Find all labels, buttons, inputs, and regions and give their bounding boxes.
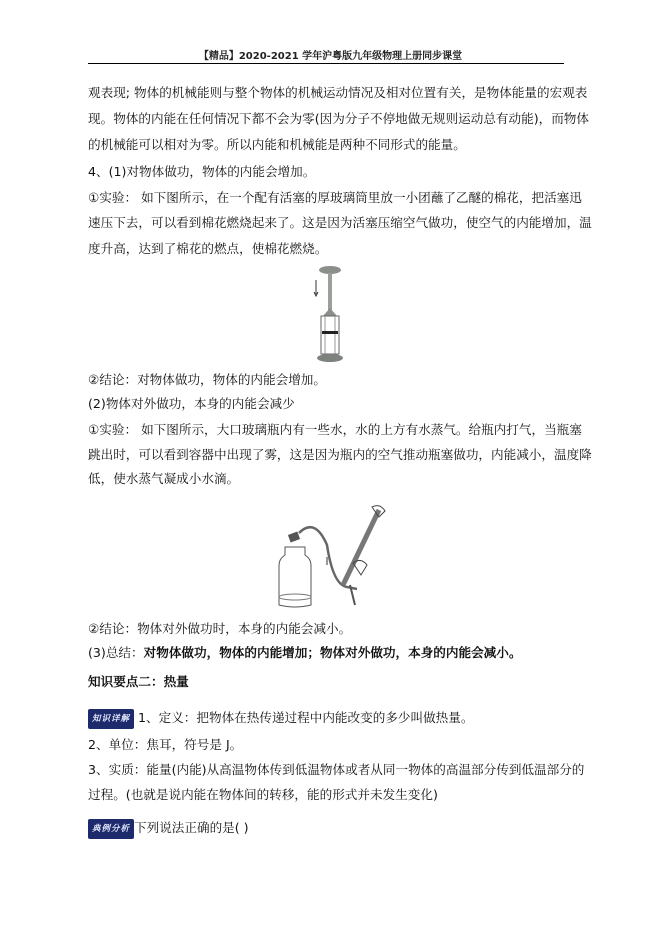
heat-essence-cont: 过程。(也就是说内能在物体间的转移，能的形式并未发生变化)	[88, 787, 438, 802]
heat-definition-line	[88, 709, 473, 729]
heat-essence: 3、实质：能量(内能)从高温物体传到低温物体或者从同一物体的高温部分传到低温部分的	[88, 762, 585, 777]
example-analysis-badge: 典例分析	[88, 819, 134, 839]
paragraph-line: ②结论：物体对外做功时，本身的内能会减小。	[88, 621, 352, 636]
heat-unit: 2、单位：焦耳，符号是 J。	[88, 737, 243, 752]
paragraph-line: 现。物体的内能在任何情况下都不会为零(因为分子不停地做无规则运动总有动能)，而物体	[88, 111, 589, 126]
summary-text: 对物体做功，物体的内能增加；物体对外做功，本身的内能会减小。	[143, 645, 522, 660]
heat-definition: 1、定义：把物体在热传递过程中内能改变的多少叫做热量。	[138, 710, 474, 725]
summary-line	[88, 645, 521, 661]
header-divider	[88, 63, 564, 64]
bottle-pump-figure	[275, 505, 410, 615]
piston-cylinder-figure	[310, 264, 350, 364]
paragraph-line: 速压下去，可以看到棉花燃烧起来了。这是因为活塞压缩空气做功，使空气的内能增加，温	[88, 215, 592, 230]
paragraph-line: ②结论：对物体做功，物体的内能会增加。	[88, 372, 326, 387]
paragraph-line: 的机械能可以相对为零。所以内能和机械能是两种不同形式的能量。	[88, 137, 466, 152]
knowledge-detail-badge: 知识详解	[88, 709, 134, 729]
paragraph-line: ①实验： 如下图所示，在一个配有活塞的厚玻璃筒里放一小团蘸了乙醚的棉花，把活塞迅	[88, 190, 582, 205]
example-question: 下列说法正确的是( )	[134, 820, 249, 835]
paragraph-line: 度升高，达到了棉花的燃点，使棉花燃烧。	[88, 241, 328, 256]
section-title: 知识要点二：热量	[88, 674, 189, 689]
paragraph-line: 观表现; 物体的机械能则与整个物体的机械运动情况及相对位置有关，是物体能量的宏观表	[88, 85, 588, 100]
summary-label: (3)总结：	[88, 645, 144, 660]
paragraph-line: 4、(1)对物体做功，物体的内能会增加。	[88, 164, 316, 179]
paragraph-line: 低，使水蒸气凝成小水滴。	[88, 471, 240, 486]
paragraph-line: (2)物体对外做功，本身的内能会减少	[88, 396, 295, 411]
example-line	[88, 819, 249, 839]
paragraph-line: ①实验： 如下图所示，大口玻璃瓶内有一些水，水的上方有水蒸气。给瓶内打气，当瓶塞	[88, 422, 582, 437]
paragraph-line: 跳出时，可以看到容器中出现了雾，这是因为瓶内的空气推动瓶塞做功，内能减小，温度降	[88, 447, 592, 462]
page-header: 【精品】2020-2021 学年沪粤版九年级物理上册同步课堂	[198, 51, 463, 62]
